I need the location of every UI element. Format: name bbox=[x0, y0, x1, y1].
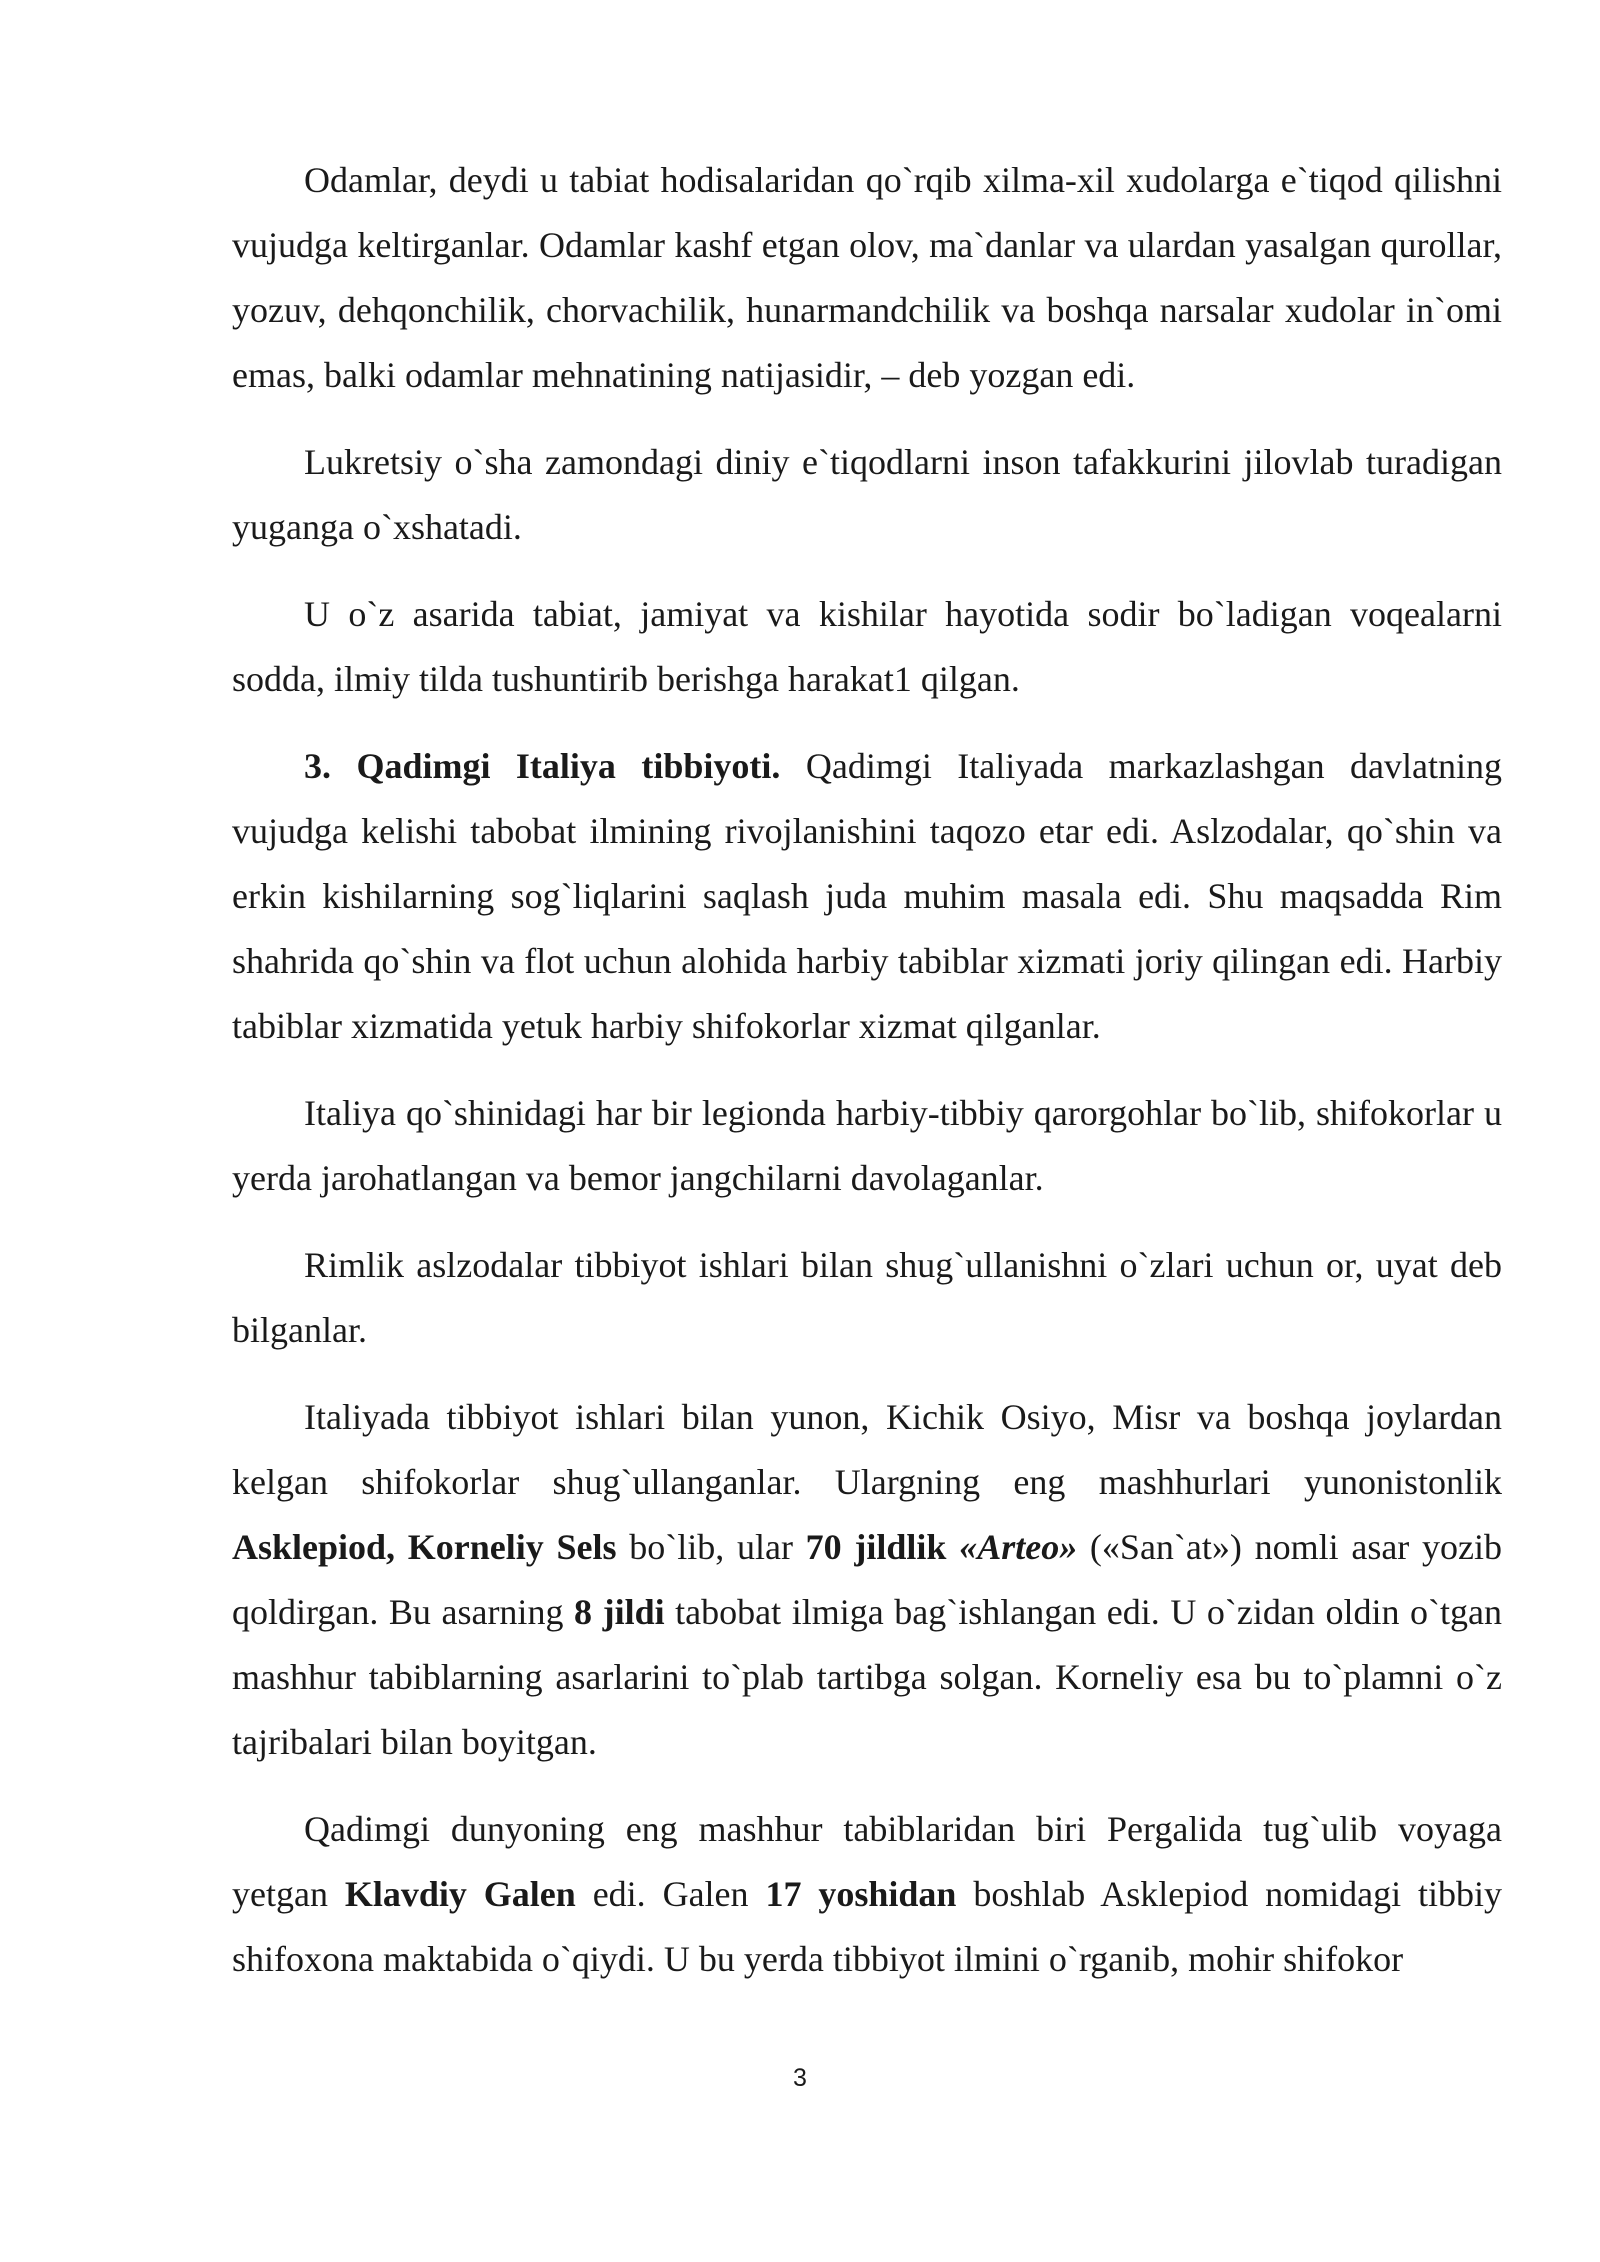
paragraph-2 bbox=[232, 430, 1502, 560]
paragraph-7 bbox=[232, 1385, 1502, 1775]
bold-italic-title: «Arteo» bbox=[959, 1527, 1078, 1567]
paragraph-8 bbox=[232, 1797, 1502, 1992]
section-heading: 3. Qadimgi Italiya tibbiyoti. bbox=[304, 746, 781, 786]
paragraph-text: Qadimgi dunyoning eng mashhur tabiblaridan biri Pergalida tug`ulib voyaga yetgan bbox=[232, 1809, 1502, 1914]
paragraph-text: edi. Galen bbox=[575, 1874, 766, 1914]
paragraph-text bbox=[946, 1527, 959, 1567]
paragraph-1 bbox=[232, 148, 1502, 408]
paragraph-text: («San`at») nomli asar yozib qoldirgan. Bu asarning bbox=[232, 1527, 1503, 1632]
bold-age: 17 yoshidan bbox=[765, 1874, 957, 1914]
paragraph-text: U o`z asarida tabiat, jamiyat va kishilar hayotida sodir bo`ladigan voqealarni sodda, ilmiy tilda tushuntirib berishga harakat1 qilgan. bbox=[232, 594, 1502, 699]
paragraph-text: Lukretsiy o`sha zamondagi diniy e`tiqodlarni inson tafakkurini jilovlab turadigan yuganga o`xshatadi. bbox=[232, 442, 1502, 547]
page-number: 3 bbox=[793, 2064, 807, 2092]
paragraph-4 bbox=[232, 734, 1502, 1059]
paragraph-text: Italiya qo`shinidagi har bir legionda harbiy-tibbiy qarorgohlar bo`lib, shifokorlar u yerda jarohatlangan va bemor jangchilarni davolaganlar. bbox=[232, 1093, 1502, 1198]
paragraph-text: Odamlar, deydi u tabiat hodisalaridan qo`rqib xilma-xil xudolarga e`tiqod qilishni vujudga keltirganlar. Odamlar kashf etgan olov, ma`danlar va ulardan yasalgan qurollar, yozuv, dehqonchilik, chorvachilik, hunarmandchilik va boshqa narsalar xudolar in`omi emas, balki odamlar mehnatining natijasidir, – deb yozgan edi. bbox=[232, 160, 1502, 395]
bold-volume-number: 8 jildi bbox=[574, 1592, 665, 1632]
paragraph-text: Italiyada tibbiyot ishlari bilan yunon, Kichik Osiyo, Misr va boshqa joylardan kelgan shifokorlar shug`ullanganlar. Ulargning eng mashhurlari yunonistonlik bbox=[232, 1397, 1502, 1502]
paragraph-text: Rimlik aslzodalar tibbiyot ishlari bilan shug`ullanishni o`zlari uchun or, uyat deb bilganlar. bbox=[232, 1245, 1502, 1350]
paragraph-text: bo`lib, ular bbox=[616, 1527, 806, 1567]
document-body bbox=[232, 148, 1502, 2014]
paragraph-text: boshlab Asklepiod nomidagi tibbiy shifoxona maktabida o`qiydi. U bu yerda tibbiyot ilmini o`rganib, mohir shifokor bbox=[232, 1874, 1503, 1979]
paragraph-3 bbox=[232, 582, 1502, 712]
paragraph-6 bbox=[232, 1233, 1502, 1363]
paragraph-5 bbox=[232, 1081, 1502, 1211]
bold-name: Klavdiy Galen bbox=[344, 1874, 576, 1914]
bold-names: Asklepiod, Korneliy Sels bbox=[232, 1527, 617, 1567]
bold-volume-count: 70 jildlik bbox=[805, 1527, 947, 1567]
paragraph-text: tabobat ilmiga bag`ishlangan edi. U o`zidan oldin o`tgan mashhur tabiblarning asarlarini to`plab tartibga solgan. Korneliy esa bu to`plamni o`z tajribalari bilan boyitgan. bbox=[232, 1592, 1502, 1762]
paragraph-text: Qadimgi Italiyada markazlashgan davlatning vujudga kelishi tabobat ilmining rivojlanishini taqozo etar edi. Aslzodalar, qo`shin va erkin kishilarning sog`liqlarini saqlash juda muhim masala edi. Shu maqsadda Rim shahrida qo`shin va flot uchun alohida harbiy tabiblar xizmati joriy qilingan edi. Harbiy tabiblar xizmatida yetuk harbiy shifokorlar xizmat qilganlar. bbox=[232, 746, 1502, 1046]
